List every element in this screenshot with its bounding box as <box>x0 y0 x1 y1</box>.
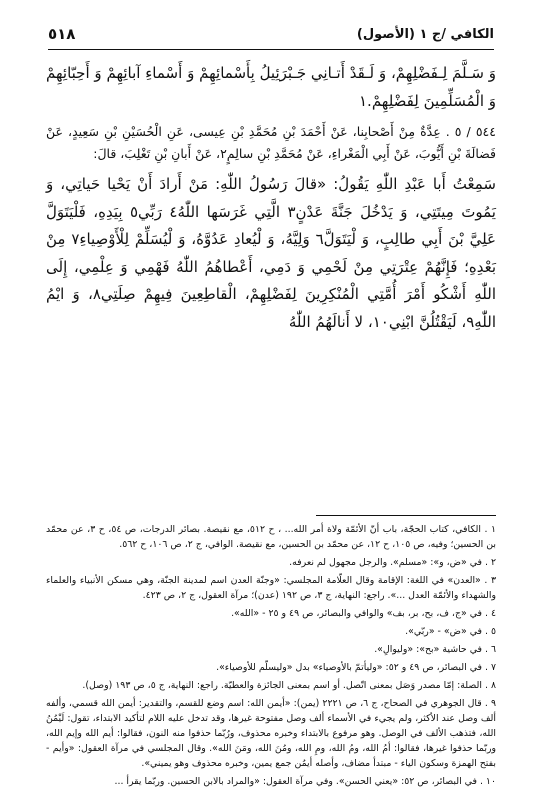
footnote-4: ٤ . في «ج، ف، بح، بر، بف» والوافي والبصائر، ص ٤٩ و ٢٥ - «الله». <box>231 608 496 619</box>
footnote-5: ٥ . في «ض» - «ربّي». <box>405 626 496 637</box>
paragraph-continuation: وَ سَـلَّمَ لِـفَضْلِهِمْ، وَ لَـقَدْ أَتـانِي جَـبْرَئِيلُ بِأَسْمائِهِمْ وَ أَسْماءِ آبائِهِمْ وَ أَحِبّائِهِمْ وَ الْمُسَلِّمِينَ لِفَضْلِهِمْ.١ <box>46 64 496 110</box>
footnote-2: ٢ . في «ض، و»: «مسلم». والرجل مجهول لم نعرفه. <box>289 557 496 568</box>
page-number: ٥١٨ <box>48 25 76 43</box>
footnote-1: ١ . الكافي، كتاب الحجّة، باب أنّ الأئمّة ولاة أمر الله... ، ح ٥١٢، مع نقيصة. بصائر الدرجات، ص ٥٤، ح ٣، عن محمّد بن الحسين؛ وفيه، ص ١٠٥، ح ١٢، عن محمّد بن الحسين، مع نقيصة. الوافي، ج ٢، ص ١٠٦، ح ٥٦٢. <box>46 524 497 550</box>
main-text <box>46 60 496 342</box>
footnotes <box>46 522 496 792</box>
footnote-separator <box>316 515 496 516</box>
hadith-isnad: ٥٤٤ / ٥ . عِدَّةٌ مِنْ أَصْحابِنا، عَنْ أَحْمَدَ بْنِ مُحَمَّدِ بْنِ عِيسى، عَنِ الْحُسَيْنِ بْنِ سَعِيدٍ، عَنْ فَضالَةَ بْنِ أَيُّوبَ، عَنْ أَبِي الْمَغْراءِ، عَنْ مُحَمَّدِ بْنِ سالِمٍ٢، عَنْ أَبانِ بْنِ تَغْلِبَ، قالَ: <box>46 124 496 161</box>
footnote-9: ٩ . قال الجوهري في الصحاح، ج ٦، ص ٢٢٢١ (يمن): «أيمن الله: اسم وضع للقسم، والتقدير: أيمن الله قسمي، وألفه ألف وصل عند الأكثر، ولم يجيء في الأسماء ألف وصل مفتوحة غيرها، وقد تدخل عليه اللام لتأكيد الابتداء، تقول: لَيْمُنُ الله، فتذهب الألف في الوصل. وهو مرفوع بالابتداء وخبره محذوف، ورُبّما حذفوا منه النون، فقالوا: أيم الله وإيم الله، وربّما حذفوا غيرها، فقالوا: أمُ الله، ومُ الله، ومِ الله، ومُنَ الله، ومَنَ الله». وقال المجلسي في مرآة العقول: «وأيم - بفتح الهمزة وسكون الياء - مبتدأ مضاف، وأصله أيمُن جمع يمين، وخبره محذوف وهو يميني». <box>46 698 496 769</box>
footnote-3: ٣ . «العدن» في اللغة: الإقامة وقال العلّامة المجلسي: «وجنّة العدن اسم لمدينة الجنّة، وهي مسكن الأنبياء والعلماء والشهداء والأئمّة العدل ...». راجع: النهاية، ج ٣، ص ١٩٢ (عدن)؛ مرآة العقول، ج ٢، ص ٤٢٣. <box>46 575 496 601</box>
footnote-10: ١٠ . في البصائر، ص ٥٢: «يعني الحسن». وفي مرآة العقول: «والمراد بالابن الحسين. وربّما يقرأ ... <box>114 776 496 787</box>
page-header <box>48 22 494 46</box>
header-rule <box>48 49 494 50</box>
footnote-7: ٧ . في البصائر، ص ٤٩ و ٥٢: «وليأتمّ بالأوصياء» بدل «وليسلّم للأوصياء». <box>216 662 496 673</box>
footnote-6: ٦ . في حاشية «بح»: «وليوالِ». <box>374 644 496 655</box>
hadith-body: سَمِعْتُ أَبا عَبْدِ اللّٰهِ يَقُولُ: «قالَ رَسُولُ اللّٰهِ: مَنْ أَرادَ أَنْ يَحْيا حَياتِي، وَ يَمُوتَ مِيتَتِي، وَ يَدْخُلَ جَنَّةَ عَدْنٍ٣ الَّتِي غَرَسَها اللّٰهُ٤ رَبِّي٥ بِيَدِهِ، فَلْيَتَوَلَّ عَلِيَّ بْنَ أَبِي طالِبٍ، وَ لْيَتَوَلَّ٦ وَلِيَّهُ، وَ لْيُعادِ عَدُوَّهُ، وَ لْيُسَلِّمْ لِلْأَوْصِياءِ٧ مِنْ بَعْدِهِ؛ فَإِنَّهُمْ عِتْرَتِي مِنْ لَحْمِي وَ دَمِي، أَعْطاهُمُ اللّٰهُ فَهْمِي وَ عِلْمِي، إِلَى اللّٰهِ أَشْكُو أَمْرَ أُمَّتِي الْمُنْكِرِينَ لِفَضْلِهِمْ، الْقاطِعِينَ فِيهِمْ صِلَتِي٨، وَ ايْمُ اللّٰهِ٩، لَيَقْتُلُنَّ ابْنِي١٠، لا أَنالَهُمُ اللّٰهُ <box>46 175 496 331</box>
running-title: الكافي /ج ١ (الأصول) <box>356 26 494 42</box>
footnote-8: ٨ . الصلة: إمّا مصدر وَصَل بمعنى اتّصل. أو اسم بمعنى الجائزة والعطيّة. راجع: النهاية، ج ٥، ص ١٩٣ (وصل). <box>82 680 496 691</box>
